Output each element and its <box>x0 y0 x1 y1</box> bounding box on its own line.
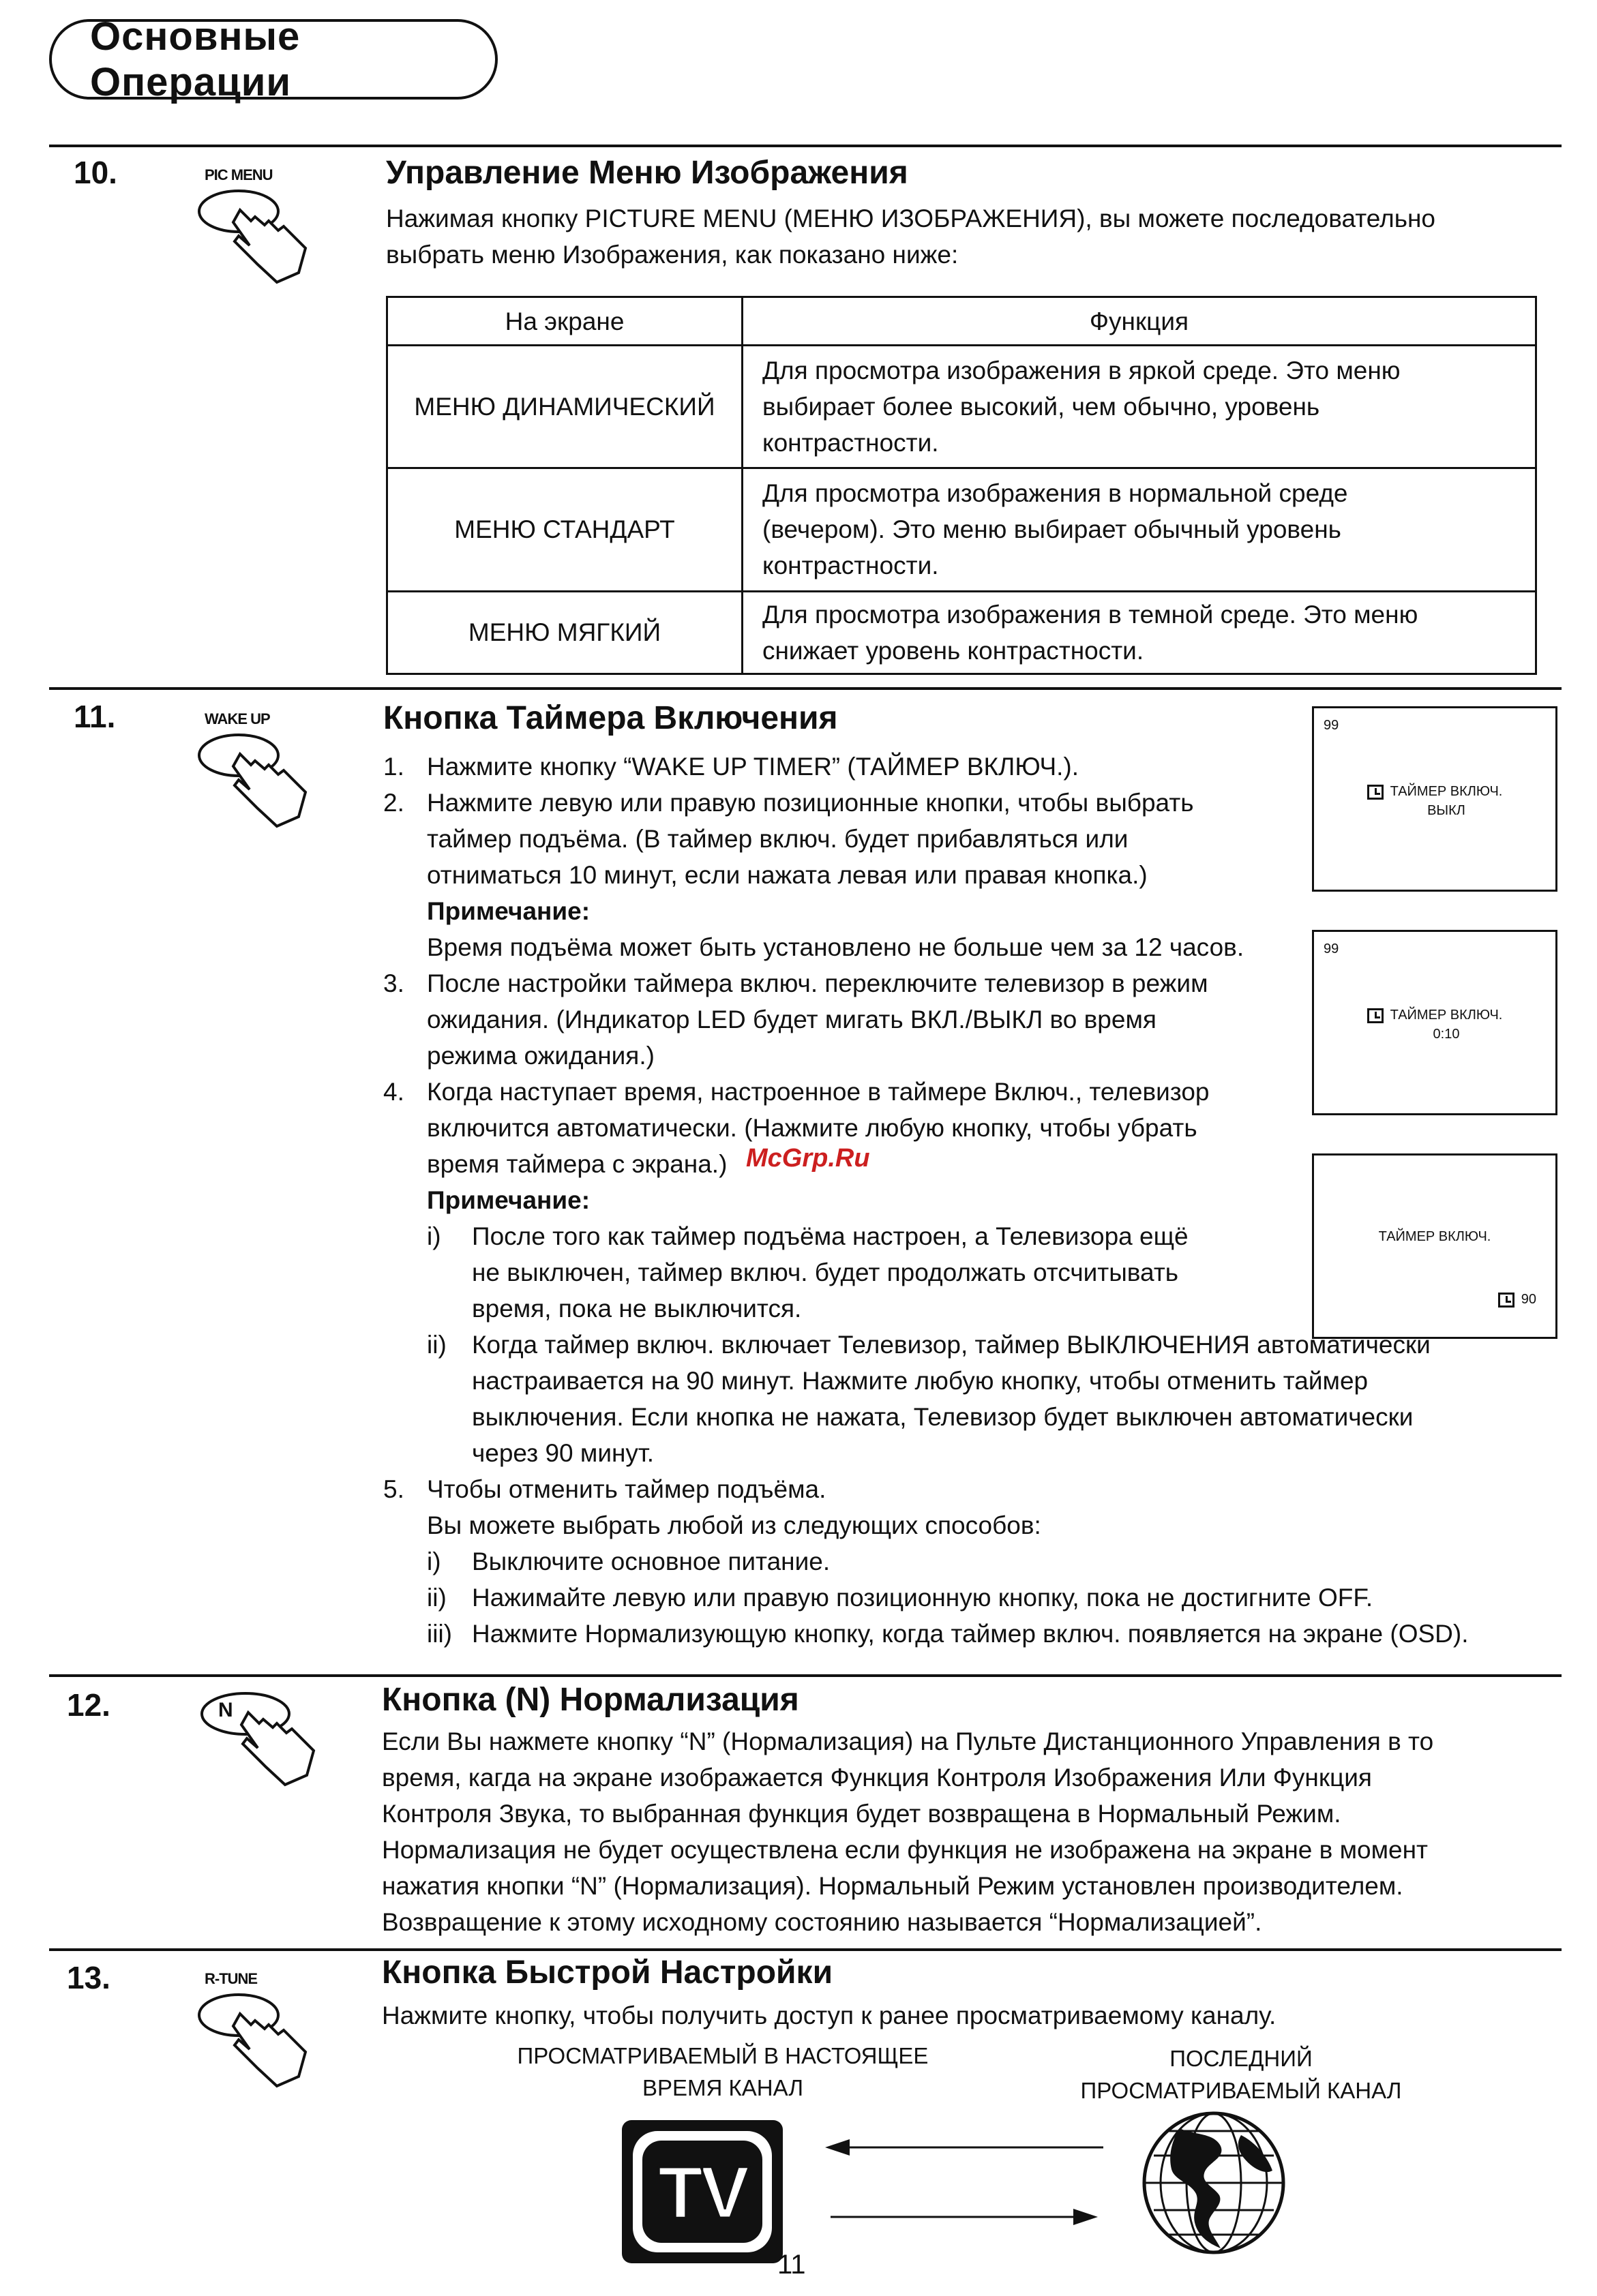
step-text: таймер подъёма. (В таймер включ. будет прибавляться или <box>427 825 1129 853</box>
section-title: Кнопка Таймера Включения <box>383 700 838 736</box>
table-cell-screen: МЕНЮ СТАНДАРТ <box>387 468 743 591</box>
r-tune-text: Нажмите кнопку, чтобы получить доступ к ранее просматриваемому каналу. <box>382 2002 1277 2029</box>
previous-channel-caption <box>1023 2042 1459 2106</box>
hand-icon <box>192 1685 329 1801</box>
step-text: отниматься 10 минут, если нажата левая или правая кнопка.) <box>427 861 1148 889</box>
current-channel-caption <box>491 2040 955 2104</box>
option-index: ii) <box>427 1584 447 1612</box>
section-intro <box>386 200 1559 273</box>
cell-line: контрастности. <box>762 429 939 457</box>
step-number: 2. <box>383 789 404 817</box>
text-line: время, кагда на экране изображается Функция Контроля Изображения Или Функция <box>382 1764 1372 1792</box>
osd-value: ВЫКЛ <box>1427 803 1465 818</box>
section-title: Кнопка (N) Нормализация <box>382 1682 799 1718</box>
timer-icon <box>1367 1008 1384 1023</box>
table-header-cell: Функция <box>743 297 1536 346</box>
step-number: 5. <box>383 1475 404 1503</box>
cancel-options <box>427 1543 1586 1652</box>
osd-value: 0:10 <box>1433 1027 1460 1042</box>
step-line <box>383 1110 1297 1146</box>
note-label: Примечание: <box>427 1186 591 1214</box>
page-title: Основные Операции <box>90 14 301 104</box>
table-cell-screen: МЕНЮ МЯГКИЙ <box>387 591 743 674</box>
intro-line: Нажимая кнопку PICTURE MENU (МЕНЮ ИЗОБРАЖЕНИЯ), вы можете последовательно <box>386 205 1436 232</box>
step-text: Нажмите кнопку “WAKE UP TIMER” (ТАЙМЕР ВКЛЮЧ.). <box>427 753 1079 781</box>
arrow-left-head <box>825 2139 850 2156</box>
step-line <box>383 1074 1297 1110</box>
text-line: Возвращение к этому исходному состоянию называется “Нормализацией”. <box>382 1908 1262 1936</box>
cell-line: выбирает более высокий, чем обычно, уровень <box>762 393 1320 421</box>
step-line <box>383 785 1297 821</box>
section-divider <box>49 1948 1562 1951</box>
step-line <box>383 1038 1297 1074</box>
osd-label: ТАЙМЕР ВКЛЮЧ. <box>1390 1008 1503 1023</box>
button-label: WAKE UP <box>205 710 270 727</box>
option-index: i) <box>427 1547 441 1575</box>
table-header-cell: На экране <box>387 297 743 346</box>
osd-value: 90 <box>1521 1292 1536 1307</box>
hand-icon <box>184 1987 320 2102</box>
step-text: включится автоматически. (Нажмите любую кнопку, чтобы убрать <box>427 1114 1197 1142</box>
step-line <box>383 965 1297 1001</box>
text-line: Нормализация не будет осуществлена если функция не изображена на экране в момент <box>382 1836 1429 1864</box>
step-line <box>383 1471 1556 1507</box>
arrow-right-head <box>1073 2209 1098 2225</box>
watermark: McGrp.Ru <box>746 1144 870 1173</box>
tv-icon <box>622 2120 783 2263</box>
table-cell-function <box>743 346 1536 468</box>
step-line <box>383 857 1297 893</box>
note-text: не выключен, таймер включ. будет продолжать отсчитывать <box>472 1258 1179 1286</box>
note-index: i) <box>427 1222 441 1250</box>
step-line <box>383 749 1297 785</box>
table-row <box>387 468 1536 591</box>
timer-icon <box>1367 785 1384 800</box>
section-title: Управление Меню Изображения <box>386 155 908 191</box>
section-number: 10. <box>74 155 117 190</box>
table-row <box>387 346 1536 468</box>
cell-line: контрастности. <box>762 552 939 580</box>
intro-line: выбрать меню Изображения, как показано ниже: <box>386 241 959 269</box>
section-divider <box>49 687 1562 690</box>
note-text: через 90 минут. <box>472 1439 655 1467</box>
cell-line: Для просмотра изображения в темной среде. Это меню <box>762 600 1418 629</box>
timer-icon <box>1498 1293 1514 1308</box>
step-number: 1. <box>383 753 404 781</box>
option-text: Выключите основное питание. <box>472 1547 831 1575</box>
step-text: ожидания. (Индикатор LED будет мигать ВКЛ./ВЫКЛ во время <box>427 1006 1156 1033</box>
table-cell-function <box>743 468 1536 591</box>
picture-menu-table <box>386 296 1537 675</box>
osd-label: ТАЙМЕР ВКЛЮЧ. <box>1378 1229 1491 1244</box>
table-row <box>387 591 1536 674</box>
tv-label: TV <box>657 2150 747 2233</box>
table-header-row <box>387 297 1536 346</box>
button-label: N <box>218 1699 233 1721</box>
button-label: R-TUNE <box>205 1970 258 1987</box>
option-index: iii) <box>427 1620 452 1648</box>
note-index: ii) <box>427 1331 447 1359</box>
caption-line: ПРОСМАТРИВАЕМЫЙ КАНАЛ <box>1080 2078 1402 2103</box>
step-line <box>383 1507 1556 1543</box>
caption-line: ВРЕМЯ КАНАЛ <box>642 2075 803 2100</box>
option-text: Нажимайте левую или правую позиционную кнопку, пока не достигните OFF. <box>472 1584 1373 1612</box>
osd-screen-90 <box>1312 1153 1557 1339</box>
section-number: 13. <box>67 1960 110 1995</box>
channel-number: 99 <box>1324 718 1339 733</box>
section-divider <box>49 1674 1562 1677</box>
text-line: нажатия кнопки “N” (Нормализация). Нормальный Режим установлен производителем. <box>382 1872 1403 1900</box>
cell-line: Для просмотра изображения в яркой среде. Это меню <box>762 357 1401 385</box>
step-text: После настройки таймера включ. переключите телевизор в режим <box>427 969 1208 997</box>
section-number: 11. <box>74 699 116 734</box>
note-text: Когда таймер включ. включает Телевизор, таймер ВЫКЛЮЧЕНИЯ автоматически <box>472 1331 1431 1359</box>
osd-screen-off <box>1312 706 1557 892</box>
note-line <box>427 1399 1579 1435</box>
page-header <box>49 14 498 104</box>
caption-line: ПОСЛЕДНИЙ <box>1169 2046 1313 2071</box>
section-number: 12. <box>67 1687 110 1723</box>
caption-line: ПРОСМАТРИВАЕМЫЙ В НАСТОЯЩЕЕ <box>517 2043 929 2068</box>
cell-line: (вечером). Это меню выбирает обычный уровень <box>762 515 1341 544</box>
table-cell-screen: МЕНЮ ДИНАМИЧЕСКИЙ <box>387 346 743 468</box>
note-label: Примечание: <box>427 897 591 925</box>
section-divider <box>49 145 1562 147</box>
switch-arrows <box>818 2127 1105 2236</box>
step-text: Когда наступает время, настроенное в таймере Включ., телевизор <box>427 1078 1210 1106</box>
cancel-steps <box>383 1471 1556 1543</box>
table-cell-function <box>743 591 1536 674</box>
section-title: Кнопка Быстрой Настройки <box>382 1954 833 1991</box>
step-line <box>383 1001 1297 1038</box>
step-line <box>383 821 1297 857</box>
normalization-text <box>382 1723 1568 1940</box>
cell-line: Для просмотра изображения в нормальной среде <box>762 479 1348 508</box>
text-line: Контроля Звука, то выбранная функция будет возвращена в Нормальный Режим. <box>382 1800 1341 1828</box>
step-text: Вы можете выбрать любой из следующих способов: <box>427 1511 1041 1539</box>
option-line <box>427 1580 1586 1616</box>
button-label: PIC MENU <box>205 166 273 183</box>
cell-line: снижает уровень контрастности. <box>762 636 1144 665</box>
note-text: выключения. Если кнопка не нажата, Телевизор будет выключен автоматически <box>472 1403 1414 1431</box>
option-line <box>427 1543 1586 1580</box>
step-line <box>383 893 1297 929</box>
step-text: Время подъёма может быть установлено не больше чем за 12 часов. <box>427 933 1244 961</box>
channel-number: 99 <box>1324 941 1339 956</box>
step-line <box>383 929 1297 965</box>
n-button-icon <box>192 1685 329 1804</box>
note-text: время, пока не выключится. <box>472 1295 802 1323</box>
step-number: 4. <box>383 1078 404 1106</box>
hand-icon <box>184 727 320 843</box>
option-text: Нажмите Нормализующую кнопку, когда таймер включ. появляется на экране (OSD). <box>472 1620 1469 1648</box>
globe-icon <box>1139 2108 1289 2258</box>
osd-screen-0-10 <box>1312 930 1557 1115</box>
step-text: Чтобы отменить таймер подъёма. <box>427 1475 826 1503</box>
page-number: 11 <box>777 2250 806 2280</box>
step-text: Нажмите левую или правую позиционные кнопки, чтобы выбрать <box>427 789 1194 817</box>
step-text: режима ожидания.) <box>427 1042 655 1070</box>
osd-label: ТАЙМЕР ВКЛЮЧ. <box>1390 784 1503 799</box>
note-line <box>427 1435 1579 1471</box>
hand-icon <box>184 183 320 299</box>
text-line: Если Вы нажмете кнопку “N” (Нормализация) на Пульте Дистанционного Управления в то <box>382 1727 1434 1755</box>
step-line <box>383 1182 1297 1218</box>
step-number: 3. <box>383 969 404 997</box>
note-text: После того как таймер подъёма настроен, а Телевизора ещё <box>472 1222 1189 1250</box>
option-line <box>427 1616 1586 1652</box>
note-text: настраивается на 90 минут. Нажмите любую кнопку, чтобы отменить таймер <box>472 1367 1369 1395</box>
step-text: время таймера с экрана.) <box>427 1150 728 1178</box>
note-line <box>427 1363 1579 1399</box>
